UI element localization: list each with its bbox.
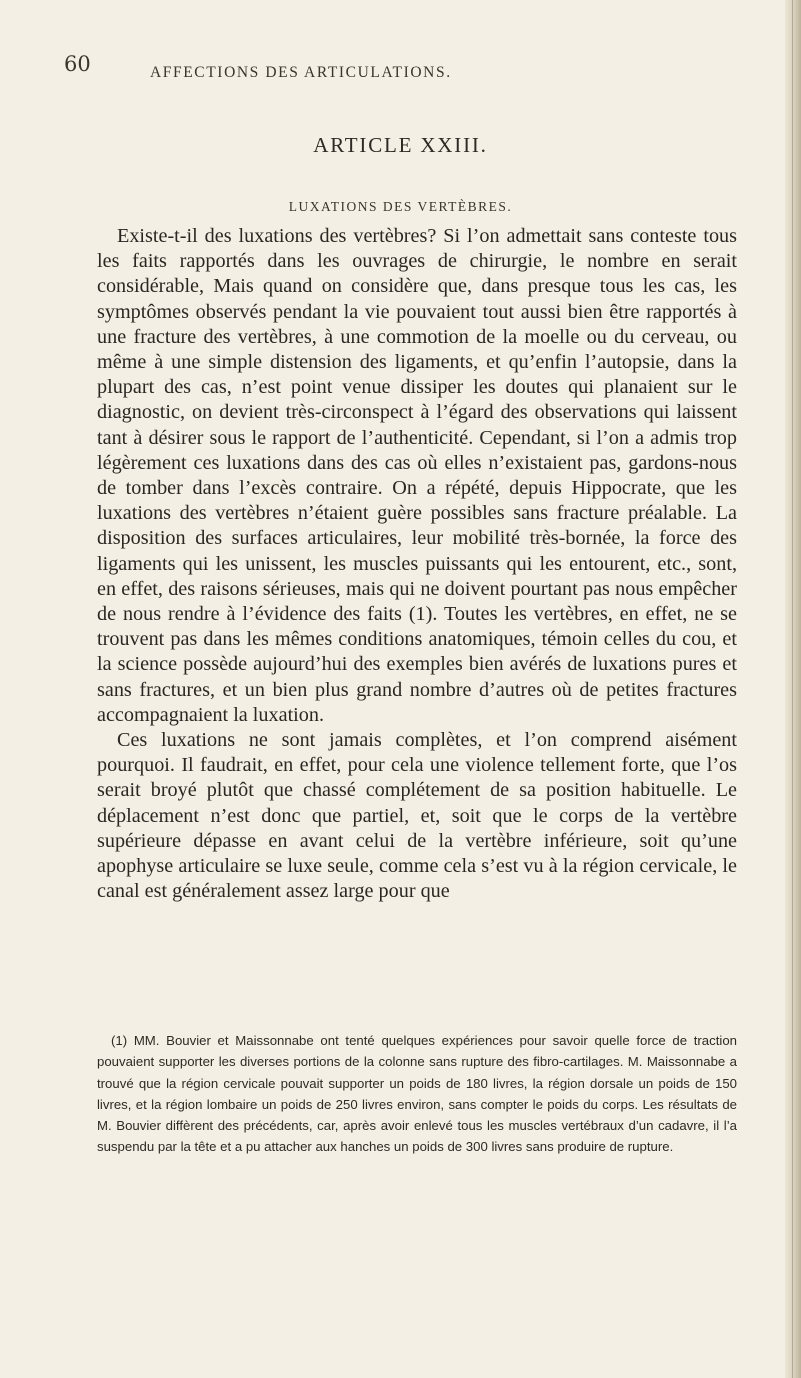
page-header xyxy=(64,52,724,84)
running-head: AFFECTIONS DES ARTICULATIONS. xyxy=(150,64,452,81)
page-number: 60 xyxy=(64,52,91,76)
article-title: ARTICLE XXIII. xyxy=(313,133,488,157)
article-subtitle: LUXATIONS DES VERTÈBRES. xyxy=(288,199,513,214)
paragraph-1: Existe-t-il des luxations des vertèbres? Si l’on admettait sans conteste tous les faits rapportés dans les ouvrages de chirurgie, le nombre en serait considérable, Mais quand on considère que, dans presque tous les cas, les symptômes observés pendant la vie pouvaient tout aussi bien être rapportés à une fracture des vertèbres, à une commotion de la moelle ou du cerveau, ou même à une simple distension des ligaments, et qu’enfin l’autopsie, dans la plupart des cas, n’est point venue dissiper les doutes qui planaient sur le diagnostic, on devient très-circonspect à l’égard des observations qui laissent tant à désirer sous le rapport de l’authenticité. Cependant, si l’on a admis trop légèrement ces luxations dans des cas où elles n’existaient pas, gardons-nous de tomber dans l’excès contraire. On a répété, depuis Hippocrate, que les luxations des vertèbres n’étaient guère possibles sans fracture préalable. La disposition des surfaces articulaires, leur mobilité très-bornée, la force des ligaments qui les unissent, les muscles puissants qui les entourent, etc., sont, en effet, des raisons sérieuses, mais qui ne doivent pourtant pas nous empêcher de nous rendre à l’évidence des faits (1). Toutes les vertèbres, en effet, ne se trouvent pas dans les mêmes conditions anatomiques, témoin celles du cou, et la science possède aujourd’hui des exemples bien avérés de luxations pures et sans fractures, et un bien plus grand nombre d’autres où de petites fractures accompagnaient la luxation. xyxy=(97,225,737,726)
paragraph-2: Ces luxations ne sont jamais complètes, et l’on comprend aisément pourquoi. Il faudrait, en effet, pour cela une violence tellement forte, que l’os serait broyé plutôt que chassé complétement de sa position habituelle. Le déplacement n’est donc que partiel, et, soit que le corps de la vertèbre supérieure dépasse en avant celui de la vertèbre inférieure, soit qu’une apophyse articulaire se luxe seule, comme cela s’est vu à la région cervicale, le canal est généralement assez large pour que xyxy=(97,729,737,903)
body-text xyxy=(97,224,737,904)
footnote: (1) MM. Bouvier et Maissonnabe ont tenté quelques expériences pour savoir quelle force de traction pouvaient supporter les diverses portions de la colonne sans rupture des fibro-cartilages. M. Maissonnabe a trouvé que la région cervicale pouvait supporter un poids de 180 livres, la région dorsale un poids de 150 livres, et la région lombaire un poids de 250 livres environ, sans compter le poids du corps. Les résultats de M. Bouvier diffèrent des précédents, car, après avoir enlevé tous les muscles vertébraux d’un cadavre, il l’a suspendu par la tête et a pu attacher aux hanches un poids de 300 livres sans produire de rupture. xyxy=(97,1033,737,1155)
